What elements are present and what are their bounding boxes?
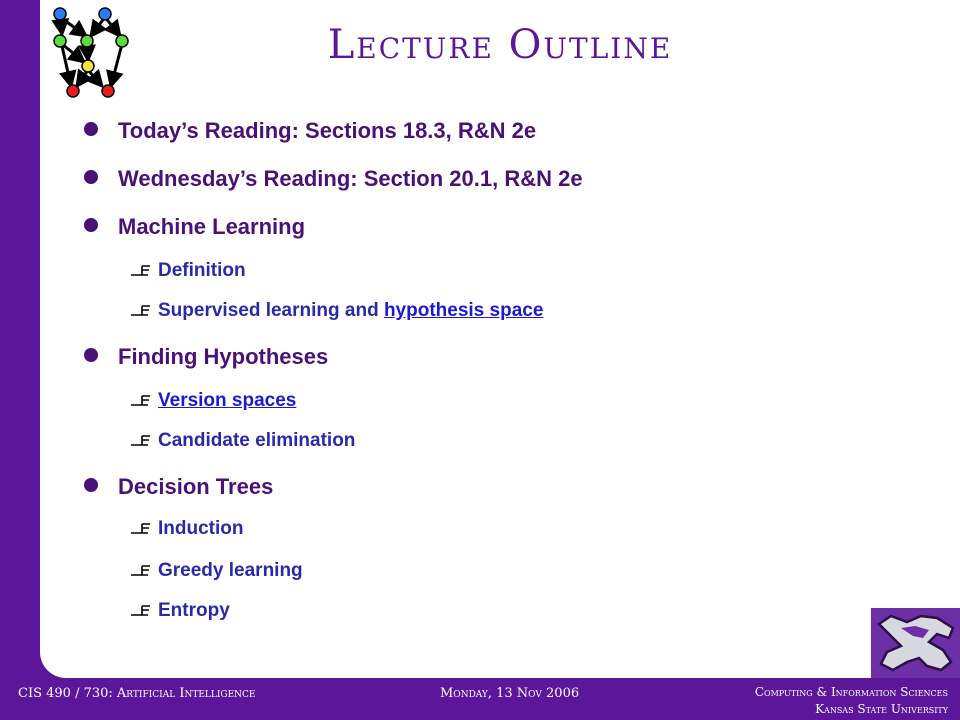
list-item: Definition [130,260,246,282]
footer-course: CIS 490 / 730: Artificial Intelligence [18,686,256,701]
bullet-icon [84,348,98,362]
hand-pointer-icon [130,391,152,407]
hand-pointer-icon [130,519,152,535]
hand-pointer-icon [130,561,152,577]
list-item: Today’s Reading: Sections 18.3, R&N 2e [84,118,536,144]
list-item: Entropy [130,600,230,622]
bullet-icon [84,170,98,184]
list-item: Greedy learning [130,560,303,582]
footer-university: Kansas State University [815,702,948,716]
bayes-network-logo-icon [44,4,136,98]
list-item: Supervised learning and hypothesis space [130,300,543,322]
footer-institution [755,684,948,718]
bullet-icon [84,478,98,492]
list-item [130,390,296,412]
list-item: Decision Trees [84,474,273,500]
list-item: Finding Hypotheses [84,344,328,370]
list-item: Induction [130,518,243,540]
bullet-icon [84,122,98,136]
hand-pointer-icon [130,431,152,447]
footer-dept: Computing & Information Sciences [754,685,948,699]
page-title: Lecture Outline [327,22,673,68]
list-item: Candidate elimination [130,430,355,452]
hand-pointer-icon [130,601,152,617]
footer-date: Monday, 13 Nov 2006 [440,686,580,701]
bullet-icon [84,218,98,232]
wildcat-logo-icon [871,608,960,678]
hypothesis-space-link[interactable]: hypothesis space [383,300,544,321]
hand-pointer-icon [130,301,152,317]
hand-pointer-icon [130,261,152,277]
list-item: Wednesday’s Reading: Section 20.1, R&N 2e [84,166,583,192]
list-item: Machine Learning [84,214,305,240]
version-spaces-link[interactable]: Version spaces [158,390,297,411]
